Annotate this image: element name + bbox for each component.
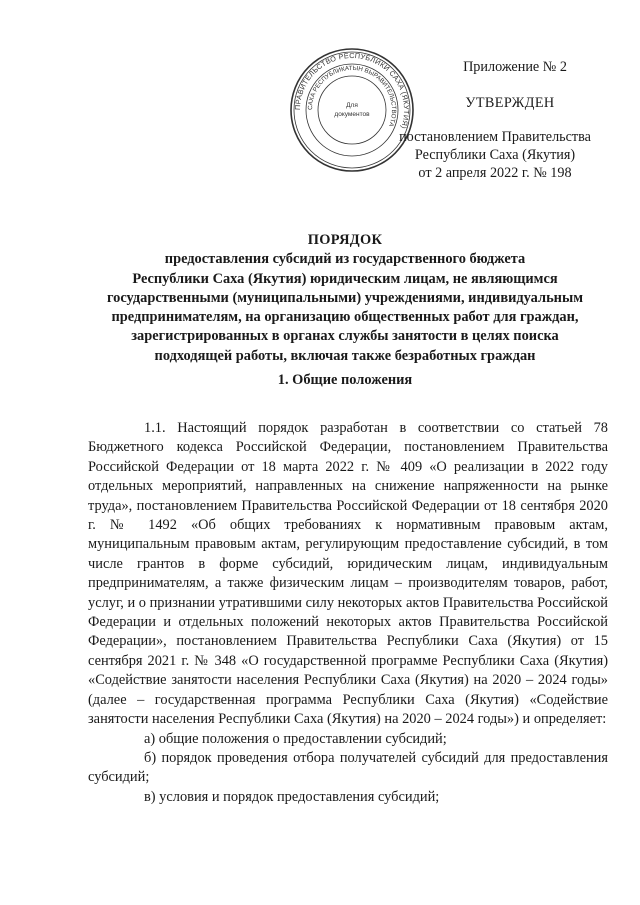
list-item-b: б) порядок проведения отбора получателей субсидий для предоставления субсидий; xyxy=(88,749,608,786)
list-item-a: а) общие положения о предоставлении субсидий; xyxy=(144,730,447,747)
stamp-center-line1: Для xyxy=(346,102,358,109)
title-line: государственными (муниципальными) учреждениями, индивидуальным xyxy=(106,289,584,306)
title-line: зарегистрированных в органах службы занятости в целях поиска xyxy=(131,328,559,345)
stamp-center-line2: документов xyxy=(334,111,370,118)
section-heading: 1. Общие положения xyxy=(277,372,413,388)
decree-line-1: постановлением Правительства xyxy=(399,129,591,145)
approval-block xyxy=(380,58,610,182)
paragraph-1-1: 1.1. Настоящий порядок разработан в соответствии со статьей 78 Бюджетного кодекса Российской Федерации, постановлением Правительства Российской Федерации от 18 марта 2022 г. № 409 «О реализации в 2022 году отдельных мероприятий, направленных на снижение напряженности на рынке труда», постановлением Правительства Российской Федерации от 18 сентября 2020 г. № 1492 «Об общих требованиях к нормативным правовым актам, муниципальным правовым актам, регулирующим предоставление субсидий, в том числе грантов в форме субсидий, юридическим лицам, индивидуальным предпринимателям, а также физическим лицам – производителям товаров, работ, услуг, и о признании утратившими силу некоторых актов Правительства Российской Федерации и отдельных положений некоторых актов Правительства Российской Федерации», постановлением Правительства Республики Саха (Якутия) от 15 сентября 2021 г. № 348 «О государственной программе Республики Саха (Якутия) «Содействие занятости населения Республики Саха (Якутия) на 2020 – 2024 годы» (далее – государственная программа Республики Саха (Якутия) «Содействие занятости населения Республики Саха (Якутия) на 2020 – 2024 годы») и определяет: xyxy=(88,420,608,728)
title-line: подходящей работы, включая также безработных граждан xyxy=(154,347,536,364)
stamp-outer-text: ПРАВИТЕЛЬСТВО РЕСПУБЛИКИ САХА (ЯКУТИЯ) xyxy=(292,50,412,131)
approved-label: УТВЕРЖДЕН xyxy=(465,95,555,111)
title-heading: ПОРЯДОК xyxy=(307,232,383,248)
decree-line-3: от 2 апреля 2022 г. № 198 xyxy=(418,165,572,181)
title-line: Республики Саха (Якутия) юридическим лицам, не являющимся xyxy=(132,270,558,287)
title-line: предпринимателям, на организацию общественных работ для граждан, xyxy=(111,309,579,326)
document-body xyxy=(88,419,608,807)
decree-line-2: Республики Саха (Якутия) xyxy=(414,147,576,163)
list-item-c: в) условия и порядок предоставления субсидий; xyxy=(144,788,440,805)
appendix-label: Приложение № 2 xyxy=(463,59,567,75)
title-line: предоставления субсидий из государственного бюджета xyxy=(164,251,526,268)
stamp-inner-text: САХА РЕСПУБЛИКАТЫН ВЫРАВИТЕЛЬСТВОТА xyxy=(306,64,398,128)
document-title xyxy=(80,231,610,366)
